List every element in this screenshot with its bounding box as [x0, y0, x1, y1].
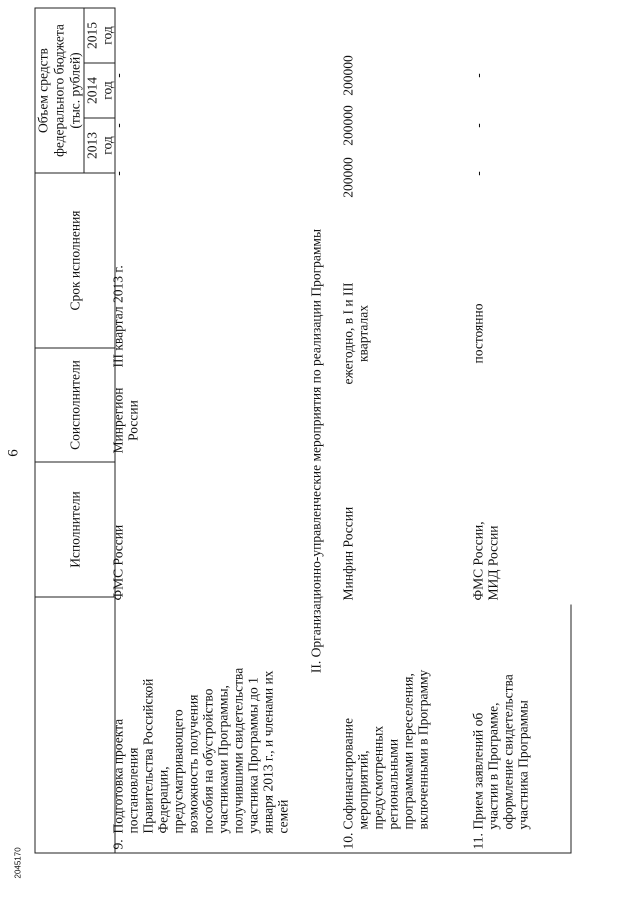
section-ii-title: II. Организационно-управленческие мероприятия по реализации Программы: [308, 228, 324, 673]
row-9-deadline: III квартал 2013 г.: [110, 264, 126, 367]
row-10-text: Софинансирование мероприятий, предусмотренных региональными программами переселения, включенными в Программу: [340, 669, 431, 829]
header-blank-cell: [35, 597, 115, 853]
row-11-number: 11.: [470, 832, 486, 849]
row-11-deadline: постоянно: [470, 303, 486, 363]
row-10-executors: Минфин России: [340, 506, 356, 600]
header-deadline: Срок исполнения: [35, 173, 115, 348]
row-10-2013: 200000: [340, 156, 356, 198]
row-10-deadline: ежегодно, в I и III кварталах: [340, 282, 371, 384]
row-11-text: Прием заявлений об участии в Программе, оформление свидетельства участника Программы: [470, 673, 531, 829]
row-11-executors: ФМС России, МИД России: [470, 520, 501, 600]
row-11-2013: -: [470, 170, 486, 176]
row-9-co-executors: Минрегион России: [110, 387, 141, 453]
rotated-page: [1, 0, 640, 905]
row-9-2014: -: [110, 122, 126, 128]
table-bottom-line: [571, 604, 572, 853]
row-9-text: Подготовка проекта постановления Правительства Российской Федерации, предусматривающего возможность получения пособия на обустройство участниками Программы, получившими свидетельства участника Программы до 1 января 2013 г., и членами их семей: [110, 667, 291, 833]
row-10-number: 10.: [340, 832, 356, 849]
row-10-2015: 200000: [340, 54, 356, 96]
document-id: 2045170: [13, 846, 23, 878]
row-9-number: 9.: [110, 838, 126, 849]
row-10-2014: 200000: [340, 104, 356, 146]
row-11-2015: -: [470, 72, 486, 78]
page-number: 6: [5, 448, 22, 457]
header-executors: Исполнители: [35, 462, 115, 597]
row-9-2015: -: [110, 72, 126, 78]
header-year-2015: 2015 год: [84, 8, 115, 63]
table-header: [35, 7, 116, 853]
header-co-executors: Соисполнители: [35, 348, 115, 462]
row-11-2014: -: [470, 122, 486, 128]
table-left-border: [101, 852, 571, 853]
row-9-2013: -: [110, 170, 126, 176]
header-year-2013: 2013 год: [84, 118, 115, 173]
header-budget: Объем средств федерального бюджета (тыс. рублей): [35, 8, 84, 173]
header-year-2014: 2014 год: [84, 63, 115, 118]
row-9-executors: ФМС России: [110, 524, 126, 600]
